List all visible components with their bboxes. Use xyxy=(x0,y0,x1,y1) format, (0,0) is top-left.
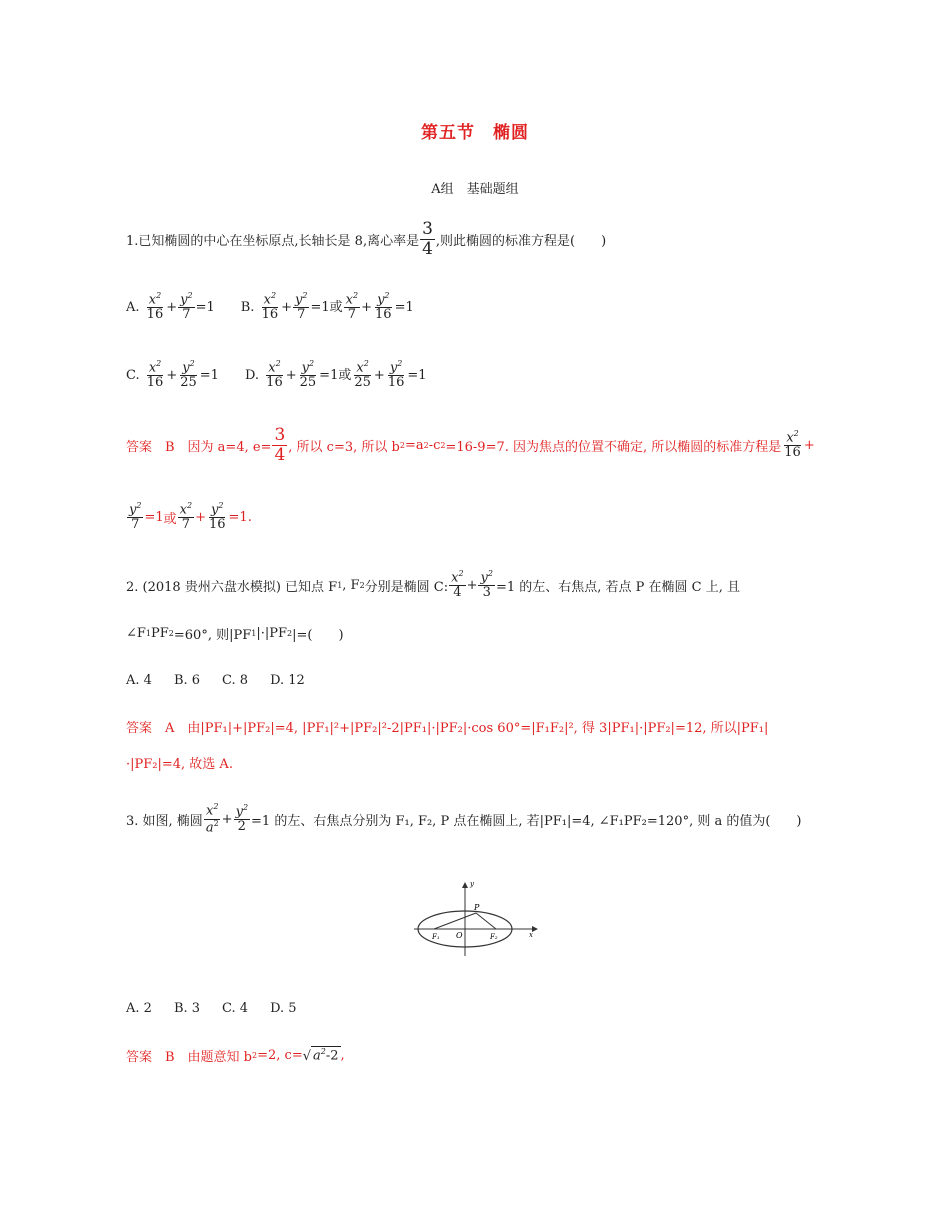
ellipse-diagram xyxy=(410,880,540,960)
option-a[interactable]: A. $\frac{x^2}{16}$ + $\frac{y^2}{7}$ =1 xyxy=(126,290,215,323)
q3-stem: 3. 如图, 椭圆 $\frac{x^2}{a^2}$ + $\frac{y^2}{2}$ =1 的左、右焦点分别为 F₁, F₂, P 点在椭圆上, 若|PF₁|=4, ∠F₁PF₂=120°, 则 a 的值为( ) xyxy=(126,801,802,835)
option-a[interactable]: A. 2 xyxy=(126,1000,152,1016)
q1-answer-cont: $\frac{y^2}{7}$ =1 或 $\frac{x^2}{7}$ + $\frac{y^2}{16}$ =1. xyxy=(129,500,252,533)
option-c[interactable]: C. 4 xyxy=(222,1000,249,1016)
option-d[interactable]: D. $\frac{x^2}{16}$ + $\frac{y^2}{25}$ =1或 $\frac{x^2}{25}$ + $\frac{y^2}{16}$ =1 xyxy=(244,358,427,391)
q1-options-cd xyxy=(126,358,427,392)
q1-stem: 1.已知椭圆的中心在坐标原点,长轴长是 8,离心率是 $\frac{3}{4}$ ,则此椭圆的标准方程是( ) xyxy=(126,218,607,259)
option-a[interactable]: A. 4 xyxy=(126,672,152,688)
segment-pf1 xyxy=(434,913,476,929)
option-d[interactable]: D. 12 xyxy=(270,672,305,688)
q3-options xyxy=(126,991,319,1025)
option-c[interactable]: C. 8 xyxy=(222,672,249,688)
label-p: P xyxy=(474,903,480,912)
label-o: O xyxy=(456,931,463,940)
option-c[interactable]: C. $\frac{x^2}{16}$ + $\frac{y^2}{25}$ =1 xyxy=(126,358,219,391)
label-x: x xyxy=(529,931,533,939)
section-title: 第五节 椭圆 xyxy=(421,123,529,143)
option-b[interactable]: B. $\frac{x^2}{16}$ + $\frac{y^2}{7}$ =1或 $\frac{x^2}{7}$ + $\frac{y^2}{16}$ =1 xyxy=(240,290,414,323)
q2-options xyxy=(126,663,327,697)
q1-answer: 答案 B 因为 a=4, e= $\frac{3}{4}$ , 所以 c=3, 所以 b 2 =a 2 -c 2 =16-9=7. 因为焦点的位置不确定, 所以椭圆的标准方程是 $\frac{x^2}{16}$ + xyxy=(126,424,815,465)
label-f2: F₂ xyxy=(490,933,498,941)
ellipse-figure xyxy=(410,880,540,964)
y-arrow xyxy=(462,882,468,888)
label-y: y xyxy=(470,880,474,888)
q1-options-ab xyxy=(126,290,414,324)
ecc-fraction: $\frac{3}{4}$ xyxy=(422,218,433,259)
option-b[interactable]: B. 6 xyxy=(173,672,201,688)
q2-stem: 2. (2018 贵州六盘水模拟) 已知点 F 1 , F 2 分别是椭圆 C: $\frac{x^2}{4}$ + $\frac{y^2}{3}$ =1 的左、右焦点, 若点 P 在椭圆 C 上, 且 xyxy=(126,568,740,601)
option-d[interactable]: D. 5 xyxy=(270,1000,297,1016)
sqrt-expression: √ $a^2-2$ xyxy=(302,1047,339,1064)
option-b[interactable]: B. 3 xyxy=(173,1000,201,1016)
q2-stem-line2: ∠F 1 PF 2 =60°, 则|PF 1 |·|PF 2 |=( ) xyxy=(126,625,344,643)
group-heading: A组 基础题组 xyxy=(431,182,519,197)
q3-answer: 答案 B 由题意知 b 2 =2, c= √ $a^2-2$ , xyxy=(126,1047,345,1065)
q2-answer: 答案 A 由|PF₁|+|PF₂|=4, |PF₁|²+|PF₂|²-2|PF₁|·|PF₂|·cos 60°=|F₁F₂|², 得 3|PF₁|·|PF₂|=12, 所以|PF₁| xyxy=(126,720,769,736)
label-f1: F₁ xyxy=(432,933,440,941)
segment-pf2 xyxy=(476,913,496,929)
q2-answer-cont: ·|PF₂|=4, 故选 A. xyxy=(126,756,233,772)
